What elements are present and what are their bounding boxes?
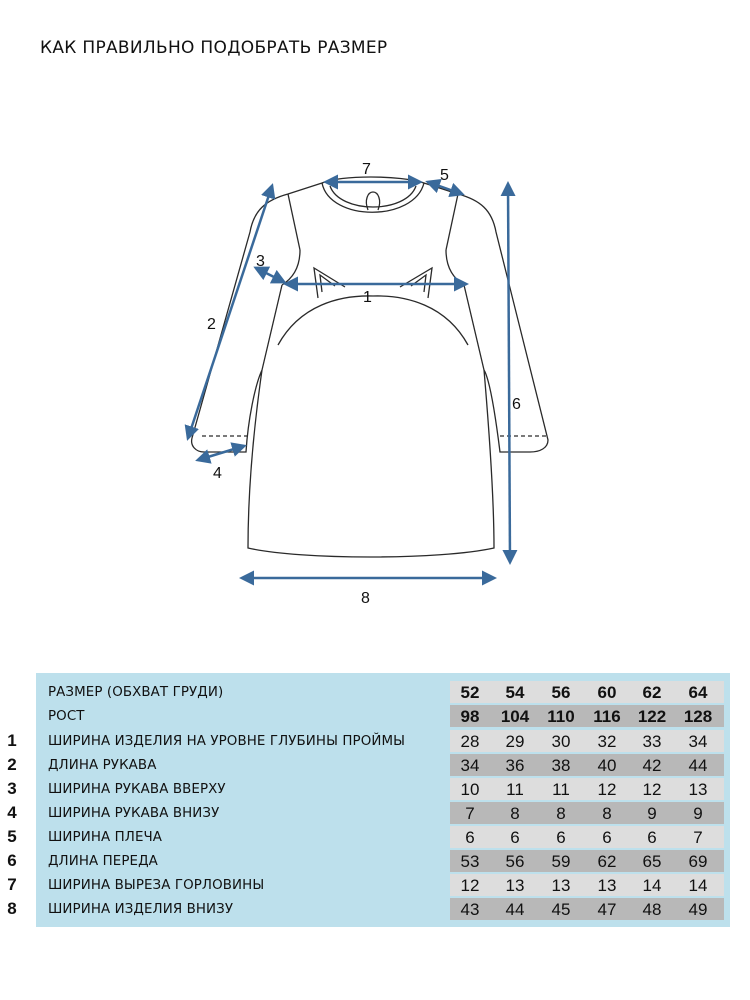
- cell: 14: [642, 876, 662, 895]
- cell: 45: [551, 900, 571, 919]
- cell: 64: [688, 683, 708, 702]
- cell: 13: [688, 780, 708, 799]
- row-number: 7: [7, 875, 17, 894]
- row-values: [450, 754, 724, 776]
- cell: 7: [465, 804, 475, 823]
- cell: 13: [551, 876, 571, 895]
- cell: 47: [597, 900, 617, 919]
- row-label: ШИРИНА РУКАВА ВВЕРХУ: [48, 782, 226, 797]
- size-values: [450, 681, 724, 703]
- table-row: [7, 898, 730, 920]
- cell: 11: [552, 780, 570, 799]
- measurement-arrows: [188, 182, 510, 578]
- cell: 104: [500, 707, 530, 726]
- cell: 7: [693, 828, 703, 847]
- cell: 38: [551, 756, 571, 775]
- row-values: [450, 730, 724, 752]
- row-label: ШИРИНА ИЗДЕЛИЯ ВНИЗУ: [48, 902, 234, 917]
- cell: 65: [642, 852, 662, 871]
- row-label: ДЛИНА РУКАВА: [48, 758, 157, 773]
- row-label: ДЛИНА ПЕРЕДА: [48, 854, 158, 869]
- cell: 56: [505, 852, 525, 871]
- row-values: [450, 898, 724, 920]
- cell: 6: [602, 828, 612, 847]
- cell: 62: [642, 683, 662, 702]
- row-number: 8: [7, 899, 17, 918]
- row-number: 3: [7, 779, 17, 798]
- row-values: [450, 778, 724, 800]
- row-number: 1: [7, 731, 17, 750]
- size-table: [7, 673, 730, 927]
- cell: 122: [637, 707, 667, 726]
- cell: 9: [647, 804, 657, 823]
- row-values: [450, 850, 724, 872]
- cell: 8: [556, 804, 566, 823]
- cell: 53: [460, 852, 480, 871]
- cell: 62: [597, 852, 617, 871]
- cell: 116: [593, 707, 621, 726]
- table-header-height: [36, 705, 730, 727]
- cell: 44: [688, 756, 708, 775]
- cell: 40: [597, 756, 617, 775]
- cell: 13: [597, 876, 617, 895]
- table-row: [7, 730, 730, 752]
- table-row: [7, 826, 730, 848]
- label-1: 1: [363, 289, 372, 306]
- cell: 33: [642, 732, 662, 751]
- cell: 43: [460, 900, 480, 919]
- label-8: 8: [361, 590, 370, 607]
- label-6: 6: [512, 396, 521, 413]
- cell: 14: [688, 876, 708, 895]
- cell: 8: [510, 804, 520, 823]
- row-number: 2: [7, 755, 17, 774]
- cell: 6: [556, 828, 566, 847]
- cell: 49: [688, 900, 708, 919]
- dress-outline: [192, 177, 548, 557]
- measurement-labels: [207, 161, 521, 607]
- cell: 29: [505, 732, 525, 751]
- row-label: РОСТ: [48, 709, 85, 724]
- arrow-2: [188, 186, 272, 438]
- cell: 54: [505, 683, 525, 702]
- cell: 9: [693, 804, 703, 823]
- height-values: [450, 705, 724, 727]
- cell: 10: [460, 780, 480, 799]
- row-values: [450, 802, 724, 824]
- row-number: 6: [7, 851, 17, 870]
- label-2: 2: [207, 316, 216, 333]
- cell: 59: [551, 852, 571, 871]
- cell: 42: [642, 756, 662, 775]
- cell: 6: [510, 828, 520, 847]
- label-3: 3: [256, 253, 265, 270]
- row-label: ШИРИНА ПЛЕЧА: [48, 830, 163, 845]
- arrow-3: [256, 268, 284, 282]
- cell: 52: [460, 683, 480, 702]
- arrow-4: [198, 446, 244, 460]
- label-4: 4: [213, 465, 222, 482]
- cell: 12: [597, 780, 617, 799]
- row-label: РАЗМЕР (ОБХВАТ ГРУДИ): [48, 685, 224, 700]
- cell: 69: [688, 852, 708, 871]
- row-label: ШИРИНА РУКАВА ВНИЗУ: [48, 806, 220, 821]
- cell: 56: [551, 683, 571, 702]
- cell: 13: [505, 876, 525, 895]
- row-values: [450, 874, 724, 896]
- table-header-size: [36, 681, 730, 703]
- cell: 12: [642, 780, 662, 799]
- page-title: КАК ПРАВИЛЬНО ПОДОБРАТЬ РАЗМЕР: [40, 38, 388, 58]
- cell: 36: [505, 756, 525, 775]
- cell: 60: [597, 683, 617, 702]
- label-5: 5: [440, 167, 449, 184]
- table-row: [7, 778, 730, 800]
- cell: 128: [683, 707, 713, 726]
- cell: 98: [460, 707, 480, 726]
- cell: 44: [505, 900, 525, 919]
- cell: 30: [551, 732, 571, 751]
- table-row: [7, 754, 730, 776]
- table-row: [7, 850, 730, 872]
- cell: 12: [460, 876, 480, 895]
- label-7: 7: [362, 161, 371, 178]
- table-row: [7, 802, 730, 824]
- cell: 6: [465, 828, 475, 847]
- arrow-6: [508, 184, 510, 562]
- row-number: 5: [7, 827, 17, 846]
- cell: 34: [460, 756, 480, 775]
- row-number: 4: [7, 803, 17, 822]
- cell: 110: [547, 707, 575, 726]
- row-label: ШИРИНА ИЗДЕЛИЯ НА УРОВНЕ ГЛУБИНЫ ПРОЙМЫ: [48, 734, 406, 749]
- cell: 28: [460, 732, 480, 751]
- cell: 32: [597, 732, 617, 751]
- cell: 6: [647, 828, 657, 847]
- row-values: [450, 826, 724, 848]
- cell: 11: [506, 780, 524, 799]
- cell: 34: [688, 732, 708, 751]
- cell: 8: [602, 804, 612, 823]
- row-label: ШИРИНА ВЫРЕЗА ГОРЛОВИНЫ: [48, 878, 265, 893]
- table-row: [7, 874, 730, 896]
- cell: 48: [642, 900, 662, 919]
